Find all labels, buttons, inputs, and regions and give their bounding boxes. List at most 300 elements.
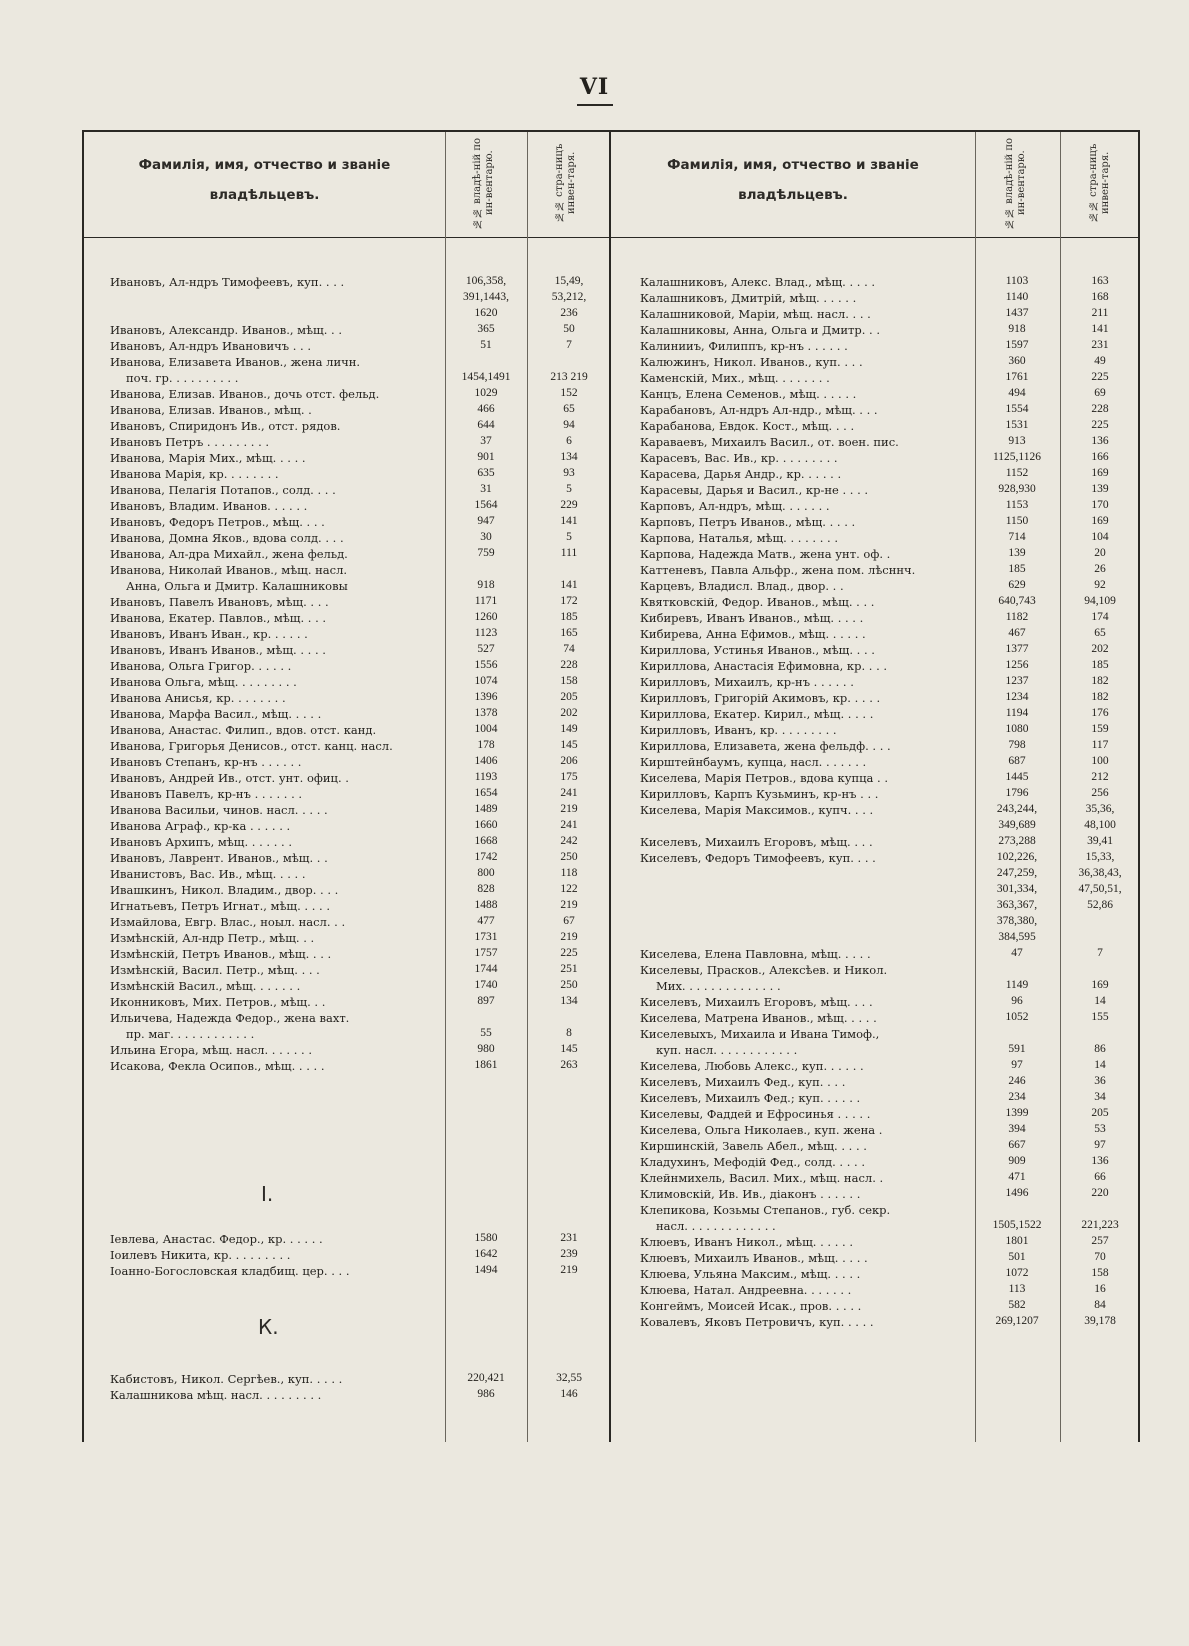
- header-rule: [82, 237, 1140, 238]
- inventory-page: 176: [1091, 707, 1109, 719]
- inventory-number: 1445: [1005, 771, 1029, 783]
- owner-name: Киршинскій, Завель Абел., мѣщ. . . . .: [640, 1139, 867, 1153]
- owner-name: Ивановъ, Иванъ Иван., кр. . . . . .: [110, 627, 308, 641]
- inventory-number: 1052: [1005, 1011, 1029, 1023]
- inventory-number: 47: [1011, 947, 1023, 959]
- inventory-page: 94: [563, 419, 575, 431]
- owner-name: Кабистовъ, Никол. Сергѣев., куп. . . . .: [110, 1372, 343, 1386]
- inventory-page: 136: [1091, 1155, 1109, 1167]
- inventory-number: 139: [1008, 547, 1026, 559]
- owner-name: Ивановъ, Лаврент. Иванов., мѣщ. . .: [110, 851, 328, 865]
- inventory-page: 14: [1094, 995, 1106, 1007]
- inventory-number: 1488: [474, 899, 498, 911]
- inventory-number: 1597: [1005, 339, 1029, 351]
- owner-name: Ильина Егора, мѣщ. насл. . . . . . .: [110, 1043, 312, 1057]
- inventory-number: 247,259,: [996, 867, 1038, 879]
- inventory-number: 494: [1008, 387, 1026, 399]
- owner-name: Иванова, Ольга Григор. . . . . .: [110, 659, 292, 673]
- inventory-number: 501: [1008, 1251, 1026, 1263]
- inventory-number: 466: [477, 403, 495, 415]
- owner-name: Конгеймъ, Моисей Исак., пров. . . . .: [640, 1299, 862, 1313]
- inventory-page: 139: [1091, 483, 1109, 495]
- inventory-number: 909: [1008, 1155, 1026, 1167]
- owner-name: Ивашкинъ, Никол. Владим., двор. . . .: [110, 883, 339, 897]
- header-name-left-line1: Фамилія, имя, отчество и званіе: [138, 157, 391, 173]
- inventory-number: 1861: [474, 1059, 498, 1071]
- page-number: VI: [579, 74, 610, 100]
- inventory-page: 7: [1097, 947, 1103, 959]
- inventory-number: 1740: [474, 979, 498, 991]
- owner-name: Клейнмихель, Васил. Мих., мѣщ. насл. .: [640, 1171, 884, 1185]
- header-name-right-line1: Фамилія, имя, отчество и званіе: [667, 157, 919, 173]
- inventory-number: 986: [477, 1388, 495, 1400]
- inventory-number: 527: [477, 643, 495, 655]
- inventory-page: 5: [566, 531, 572, 543]
- inventory-number: 1796: [1005, 787, 1029, 799]
- inventory-number: 667: [1008, 1139, 1026, 1151]
- owner-name: Киселевъ, Михаилъ Фед., куп. . . .: [640, 1075, 846, 1089]
- owner-name: Иванова, Николай Иванов., мѣщ. насл.: [110, 563, 348, 577]
- inventory-number: 1004: [474, 723, 498, 735]
- inventory-number: 1072: [1005, 1267, 1029, 1279]
- inventory-page: 175: [560, 771, 578, 783]
- inventory-page: 86: [1094, 1043, 1106, 1055]
- owner-name: Карцевъ, Владисл. Влад., двор. . .: [640, 579, 844, 593]
- owner-name: Киселевъ, Михаилъ Фед.; куп. . . . . .: [640, 1091, 861, 1105]
- inventory-page: 122: [560, 883, 578, 895]
- owner-name: Иванистовъ, Вас. Ив., мѣщ. . . . .: [110, 867, 306, 881]
- inventory-page: 257: [1091, 1235, 1109, 1247]
- owner-name: Ивановъ, Владим. Иванов. . . . . .: [110, 499, 308, 513]
- owner-name: Иванова Ольга, мѣщ. . . . . . . . .: [110, 675, 297, 689]
- owner-name: Киселева, Елена Павловна, мѣщ. . . . .: [640, 947, 871, 961]
- inventory-number: 591: [1008, 1043, 1026, 1055]
- inventory-number: 1149: [1005, 979, 1029, 991]
- owner-name: Ивановъ, Иванъ Иванов., мѣщ. . . . .: [110, 643, 326, 657]
- inventory-page: 94,109: [1084, 595, 1116, 607]
- inventory-page: 205: [560, 691, 578, 703]
- owner-name: Иванова, Григорья Денисов., отст. канц. насл.: [110, 739, 393, 753]
- inventory-page: 47,50,51,: [1078, 883, 1122, 895]
- owner-name: Ильичева, Надежда Федор., жена вахт.: [110, 1011, 350, 1025]
- owner-name: Климовскій, Ив. Ив., діаконъ . . . . . .: [640, 1187, 861, 1201]
- inventory-page: 141: [1091, 323, 1109, 335]
- inventory-number: 360: [1008, 355, 1026, 367]
- inventory-number: 31: [480, 483, 492, 495]
- owner-name: Иванова, Анастас. Филип., вдов. отст. канд.: [110, 723, 377, 737]
- inventory-number: 1123: [474, 627, 498, 639]
- inventory-number: 55: [480, 1027, 492, 1039]
- owner-name: Измѣнскій, Васил. Петр., мѣщ. . . .: [110, 963, 320, 977]
- inventory-page: 74: [563, 643, 575, 655]
- inventory-number: 365: [477, 323, 495, 335]
- inventory-page: 93: [563, 467, 575, 479]
- inventory-page: 219: [560, 931, 578, 943]
- inventory-number: 471: [1008, 1171, 1026, 1183]
- inventory-number: 918: [1008, 323, 1026, 335]
- inventory-number: 582: [1008, 1299, 1026, 1311]
- owner-name: Киселева, Марія Петров., вдова купца . .: [640, 771, 889, 785]
- owner-name: Ивановъ, Федоръ Петров., мѣщ. . . .: [110, 515, 325, 529]
- inventory-number: 1152: [1005, 467, 1029, 479]
- inventory-page: 15,49,: [554, 275, 584, 287]
- owner-name: Кириллова, Анастасія Ефимовна, кр. . . .: [640, 659, 888, 673]
- inventory-number: 1660: [474, 819, 498, 831]
- header-page-right: №№ стра-ницъ инвен-таря.: [1088, 143, 1111, 223]
- owner-name: Иванова Марія, кр. . . . . . . .: [110, 467, 279, 481]
- inventory-number: 1260: [474, 611, 498, 623]
- inventory-number: 113: [1008, 1283, 1026, 1295]
- inventory-page: 67: [563, 915, 575, 927]
- owner-name: Кирилловъ, Григорій Акимовъ, кр. . . . .: [640, 691, 881, 705]
- owner-name: Иванова, Домна Яков., вдова солд. . . .: [110, 531, 344, 545]
- inventory-number: 234: [1008, 1091, 1026, 1103]
- inventory-number: 1378: [474, 707, 498, 719]
- owner-name: Исакова, Фекла Осипов., мѣщ. . . . .: [110, 1059, 325, 1073]
- inventory-number: 106,358,: [465, 275, 507, 287]
- inventory-number: 913: [1008, 435, 1026, 447]
- inventory-page: 136: [1091, 435, 1109, 447]
- inventory-number: 1505,1522: [992, 1219, 1042, 1231]
- inventory-page: 35,36,: [1085, 803, 1115, 815]
- owner-name: Иконниковъ, Мих. Петров., мѣщ. . .: [110, 995, 326, 1009]
- inventory-number: 1742: [474, 851, 498, 863]
- inventory-page: 141: [560, 579, 578, 591]
- inventory-page: 49: [1094, 355, 1106, 367]
- owner-name: Кладухинъ, Мефодій Фед., солд. . . . .: [640, 1155, 865, 1169]
- inventory-number: 629: [1008, 579, 1026, 591]
- owner-name: Калашниковъ, Алекс. Влад., мѣщ. . . . .: [640, 275, 876, 289]
- owner-name: Клюева, Натал. Андреевна. . . . . . .: [640, 1283, 852, 1297]
- inventory-page: 16: [1094, 1283, 1106, 1295]
- inventory-page: 145: [560, 1043, 578, 1055]
- inventory-page: 166: [1091, 451, 1109, 463]
- inventory-number: 1237: [1005, 675, 1029, 687]
- inventory-number: 477: [477, 915, 495, 927]
- owner-name: Ивановъ Петръ . . . . . . . . .: [110, 435, 270, 449]
- inventory-page: 169: [1091, 515, 1109, 527]
- inventory-number: 1454,1491: [461, 371, 511, 383]
- inventory-page: 165: [560, 627, 578, 639]
- owner-name: Клюевъ, Иванъ Никол., мѣщ. . . . . .: [640, 1235, 853, 1249]
- header-page-left: №№ стра-ницъ инвен-таря.: [554, 143, 577, 223]
- inventory-page: 182: [1091, 691, 1109, 703]
- owner-name: Кирштейнбаумъ, купца, насл. . . . . . .: [640, 755, 867, 769]
- inventory-page: 15,33,: [1085, 851, 1115, 863]
- inventory-page: 185: [560, 611, 578, 623]
- inventory-number: 1193: [474, 771, 498, 783]
- inventory-page: 231: [1091, 339, 1109, 351]
- inventory-number: 220,421: [467, 1372, 505, 1384]
- inventory-number: 1125,1126: [992, 451, 1042, 463]
- inventory-number: 1182: [1005, 611, 1029, 623]
- inventory-page: 159: [1091, 723, 1109, 735]
- inventory-number: 467: [1008, 627, 1026, 639]
- owner-name: Кирилловъ, Иванъ, кр. . . . . . . . .: [640, 723, 837, 737]
- inventory-number: 1171: [474, 595, 498, 607]
- owner-name: Измѣнскій, Петръ Иванов., мѣщ. . . .: [110, 947, 332, 961]
- owner-name: Киселевъ, Федоръ Тимофеевъ, куп. . . .: [640, 851, 876, 865]
- inventory-page: 152: [560, 387, 578, 399]
- owner-name: Кибиревъ, Иванъ Иванов., мѣщ. . . . .: [640, 611, 864, 625]
- inventory-page: 65: [1094, 627, 1106, 639]
- inventory-number: 363,367,: [996, 899, 1038, 911]
- inventory-page: 53,212,: [551, 291, 587, 303]
- inventory-number: 394: [1008, 1123, 1026, 1135]
- inventory-number: 1494: [474, 1264, 498, 1276]
- inventory-page: 168: [1091, 291, 1109, 303]
- owner-name: Калюжинъ, Никол. Иванов., куп. . . .: [640, 355, 863, 369]
- owner-name: Киселева, Ольга Николаев., куп. жена .: [640, 1123, 883, 1137]
- owner-name: Каттеневъ, Павла Альфр., жена пом. лѣсннч.: [640, 563, 916, 577]
- inventory-number: 1074: [474, 675, 498, 687]
- inventory-number: 928,930: [998, 483, 1036, 495]
- inventory-number: 1194: [1005, 707, 1029, 719]
- inventory-page: 65: [563, 403, 575, 415]
- owner-name: Карповъ, Петръ Иванов., мѣщ. . . . .: [640, 515, 856, 529]
- owner-name: Карасевъ, Вас. Ив., кр. . . . . . . . .: [640, 451, 838, 465]
- inventory-page: 250: [560, 979, 578, 991]
- inventory-number: 980: [477, 1043, 495, 1055]
- inventory-number: 1564: [474, 499, 498, 511]
- inventory-page: 7: [566, 339, 572, 351]
- inventory-page: 229: [560, 499, 578, 511]
- owner-name: Iевлева, Анастас. Федор., кр. . . . . .: [110, 1232, 323, 1246]
- owner-name: Iоилевъ Никита, кр. . . . . . . . .: [110, 1248, 291, 1262]
- inventory-page: 250: [560, 851, 578, 863]
- owner-name: Калашникова мѣщ. насл. . . . . . . . .: [110, 1388, 322, 1402]
- owner-name: Клюевъ, Михаилъ Иванов., мѣщ. . . . .: [640, 1251, 868, 1265]
- owner-name: Киселевыхъ, Михаила и Ивана Тимоф.,: [640, 1027, 880, 1041]
- owner-name: Иванова Анисья, кр. . . . . . . .: [110, 691, 286, 705]
- section-letter-i: I.: [261, 1182, 274, 1206]
- inventory-number: 1377: [1005, 643, 1029, 655]
- inventory-page: 206: [560, 755, 578, 767]
- section-letter-k: К.: [258, 1315, 279, 1339]
- inventory-page: 251: [560, 963, 578, 975]
- inventory-page: 149: [560, 723, 578, 735]
- inventory-page: 205: [1091, 1107, 1109, 1119]
- owner-name: Киселевы, Фаддей и Ефросинья . . . . .: [640, 1107, 871, 1121]
- owner-name: Киселевъ, Михаилъ Егоровъ, мѣщ. . . .: [640, 835, 873, 849]
- inventory-page: 228: [1091, 403, 1109, 415]
- inventory-number: 901: [477, 451, 495, 463]
- inventory-page: 202: [1091, 643, 1109, 655]
- inventory-page: 39,178: [1084, 1315, 1116, 1327]
- inventory-number: 1437: [1005, 307, 1029, 319]
- inventory-page: 92: [1094, 579, 1106, 591]
- owner-name: Измѣнскій, Ал-ндр Петр., мѣщ. . .: [110, 931, 315, 945]
- owner-name: куп. насл. . . . . . . . . . . .: [656, 1043, 798, 1057]
- inventory-number: 1234: [1005, 691, 1029, 703]
- owner-name: Иванова, Елизав. Иванов., мѣщ. .: [110, 403, 312, 417]
- inventory-number: 800: [477, 867, 495, 879]
- inventory-number: 1642: [474, 1248, 498, 1260]
- inventory-page: 111: [560, 547, 578, 559]
- inventory-page: 14: [1094, 1059, 1106, 1071]
- inventory-page: 145: [560, 739, 578, 751]
- inventory-page: 169: [1091, 467, 1109, 479]
- inventory-page: 174: [1091, 611, 1109, 623]
- inventory-number: 1757: [474, 947, 498, 959]
- owner-name: Киселева, Матрена Иванов., мѣщ. . . . .: [640, 1011, 877, 1025]
- owner-name: Ивановъ Архипъ, мѣщ. . . . . . .: [110, 835, 293, 849]
- owner-name: Иванова Васильи, чинов. насл. . . . .: [110, 803, 328, 817]
- inventory-page: 163: [1091, 275, 1109, 287]
- inventory-number: 384,595: [998, 931, 1036, 943]
- inventory-number: 37: [480, 435, 492, 447]
- inventory-page: 219: [560, 899, 578, 911]
- inventory-page: 134: [560, 995, 578, 1007]
- inventory-page: 241: [560, 787, 578, 799]
- inventory-number: 1761: [1005, 371, 1029, 383]
- inventory-page: 50: [563, 323, 575, 335]
- inventory-page: 118: [560, 867, 578, 879]
- owner-name: Ивановъ, Ал-ндръ Тимофеевъ, куп. . . .: [110, 275, 345, 289]
- inventory-number: 1801: [1005, 1235, 1029, 1247]
- inventory-page: 6: [566, 435, 572, 447]
- owner-name: Измайлова, Евгр. Влас., ноыл. насл. . .: [110, 915, 346, 929]
- owner-name: насл. . . . . . . . . . . . .: [656, 1219, 776, 1233]
- owner-name: Киселева, Марія Максимов., купч. . . .: [640, 803, 874, 817]
- inventory-number: 1150: [1005, 515, 1029, 527]
- inventory-page: 97: [1094, 1139, 1106, 1151]
- inventory-page: 182: [1091, 675, 1109, 687]
- inventory-number: 51: [480, 339, 492, 351]
- inventory-page: 219: [560, 803, 578, 815]
- inventory-page: 66: [1094, 1171, 1106, 1183]
- owner-name: Иванова, Марія Мих., мѣщ. . . . .: [110, 451, 306, 465]
- inventory-number: 1029: [474, 387, 498, 399]
- owner-name: Iоанно-Богословская кладбищ. цер. . . .: [110, 1264, 350, 1278]
- owner-name: Карпова, Наталья, мѣщ. . . . . . . .: [640, 531, 838, 545]
- inventory-page: 146: [560, 1388, 578, 1400]
- inventory-page: 211: [1091, 307, 1109, 319]
- owner-name: Киселева, Любовь Алекс., куп. . . . . .: [640, 1059, 864, 1073]
- owner-name: Иванова Аграф., кр-ка . . . . . .: [110, 819, 291, 833]
- header-name-right-line2: владѣльцевъ.: [738, 187, 848, 203]
- owner-name: Иванова, Пелагія Потапов., солд. . . .: [110, 483, 336, 497]
- inventory-number: 1580: [474, 1232, 498, 1244]
- inventory-number: 897: [477, 995, 495, 1007]
- inventory-number: 1744: [474, 963, 498, 975]
- inventory-page: 225: [560, 947, 578, 959]
- inventory-page: 26: [1094, 563, 1106, 575]
- inventory-number: 1496: [1005, 1187, 1029, 1199]
- inventory-number: 640,743: [998, 595, 1036, 607]
- owner-name: Караваевъ, Михаилъ Васил., от. воен. пис.: [640, 435, 899, 449]
- inventory-number: 1399: [1005, 1107, 1029, 1119]
- inventory-number: 1654: [474, 787, 498, 799]
- inventory-page: 158: [1091, 1267, 1109, 1279]
- inventory-number: 1556: [474, 659, 498, 671]
- inventory-page: 263: [560, 1059, 578, 1071]
- owner-name: Иванова, Ал-дра Михайл., жена фельд.: [110, 547, 348, 561]
- owner-name: Кирилловъ, Михаилъ, кр-нъ . . . . . .: [640, 675, 854, 689]
- inventory-page: 231: [560, 1232, 578, 1244]
- owner-name: Карабановъ, Ал-ндръ Ал-ндр., мѣщ. . . .: [640, 403, 878, 417]
- inventory-number: 1153: [1005, 499, 1029, 511]
- inventory-number: 96: [1011, 995, 1023, 1007]
- inventory-number: 1554: [1005, 403, 1029, 415]
- inventory-page: 20: [1094, 547, 1106, 559]
- inventory-number: 1140: [1005, 291, 1029, 303]
- owner-name: Карасева, Дарья Андр., кр. . . . . .: [640, 467, 842, 481]
- inventory-number: 1620: [474, 307, 498, 319]
- inventory-page: 70: [1094, 1251, 1106, 1263]
- inventory-page: 212: [1091, 771, 1109, 783]
- inventory-number: 644: [477, 419, 495, 431]
- inventory-number: 349,689: [998, 819, 1036, 831]
- owner-name: Ивановъ Степанъ, кр-нъ . . . . . .: [110, 755, 302, 769]
- inventory-number: 391,1443,: [463, 291, 509, 303]
- inventory-number: 1731: [474, 931, 498, 943]
- inventory-number: 102,226,: [996, 851, 1038, 863]
- inventory-page: 8: [566, 1027, 572, 1039]
- inventory-page: 52,86: [1087, 899, 1113, 911]
- inventory-page: 141: [560, 515, 578, 527]
- owner-name: Ивановъ, Павелъ Ивановъ, мѣщ. . . .: [110, 595, 329, 609]
- owner-name: Ковалевъ, Яковъ Петровичъ, куп. . . . .: [640, 1315, 874, 1329]
- inventory-page: 242: [560, 835, 578, 847]
- inventory-page: 155: [1091, 1011, 1109, 1023]
- inventory-number: 246: [1008, 1075, 1026, 1087]
- inventory-number: 918: [477, 579, 495, 591]
- owner-name: Киселевы, Прасков., Алексѣев. и Никол.: [640, 963, 888, 977]
- owner-name: Клепикова, Козьмы Степанов., губ. секр.: [640, 1203, 891, 1217]
- owner-name: Кириллова, Устинья Иванов., мѣщ. . . .: [640, 643, 875, 657]
- owner-name: Иванова, Екатер. Павлов., мѣщ. . . .: [110, 611, 327, 625]
- inventory-page: 172: [560, 595, 578, 607]
- owner-name: Калашниковы, Анна, Ольга и Дмитр. . .: [640, 323, 881, 337]
- owner-name: Иванова, Елизавета Иванов., жена личн.: [110, 355, 361, 369]
- inventory-page: 34: [1094, 1091, 1106, 1103]
- inventory-page: 36: [1094, 1075, 1106, 1087]
- inventory-number: 714: [1008, 531, 1026, 543]
- inventory-number: 828: [477, 883, 495, 895]
- inventory-number: 97: [1011, 1059, 1023, 1071]
- header-inv-right: №№ владѣ-ній по ин-вентарю.: [1004, 137, 1027, 229]
- inventory-page: 256: [1091, 787, 1109, 799]
- owner-name: Клюева, Ульяна Максим., мѣщ. . . . .: [640, 1267, 861, 1281]
- inventory-page: 220: [1091, 1187, 1109, 1199]
- owner-name: Кириллова, Екатер. Кирил., мѣщ. . . . .: [640, 707, 874, 721]
- inventory-page: 117: [1091, 739, 1109, 751]
- header-inv-left: №№ владѣ-ній по ин-вентарю.: [472, 137, 495, 229]
- inventory-number: 273,288: [998, 835, 1036, 847]
- owner-name: Игнатьевъ, Петръ Игнат., мѣщ. . . . .: [110, 899, 331, 913]
- inventory-page: 225: [1091, 419, 1109, 431]
- owner-name: Кибирева, Анна Ефимов., мѣщ. . . . . .: [640, 627, 866, 641]
- inventory-page: 100: [1091, 755, 1109, 767]
- owner-name: поч. гр. . . . . . . . . .: [126, 371, 239, 385]
- inventory-number: 947: [477, 515, 495, 527]
- inventory-page: 213 219: [550, 371, 588, 383]
- inventory-number: 269,1207: [995, 1315, 1039, 1327]
- owner-name: Калинииъ, Филиппъ, кр-нъ . . . . . .: [640, 339, 848, 353]
- owner-name: Карповъ, Ал-ндръ, мѣщ. . . . . . .: [640, 499, 830, 513]
- inventory-page: 134: [560, 451, 578, 463]
- inventory-number: 185: [1008, 563, 1026, 575]
- owner-name: Карабанова, Евдок. Кост., мѣщ. . . .: [640, 419, 855, 433]
- owner-name: Ивановъ, Андрей Ив., отст. унт. офиц. .: [110, 771, 349, 785]
- inventory-number: 1080: [1005, 723, 1029, 735]
- inventory-page: 104: [1091, 531, 1109, 543]
- inventory-page: 185: [1091, 659, 1109, 671]
- inventory-number: 1396: [474, 691, 498, 703]
- inventory-page: 219: [560, 1264, 578, 1276]
- owner-name: Иванова, Марфа Васил., мѣщ. . . . .: [110, 707, 322, 721]
